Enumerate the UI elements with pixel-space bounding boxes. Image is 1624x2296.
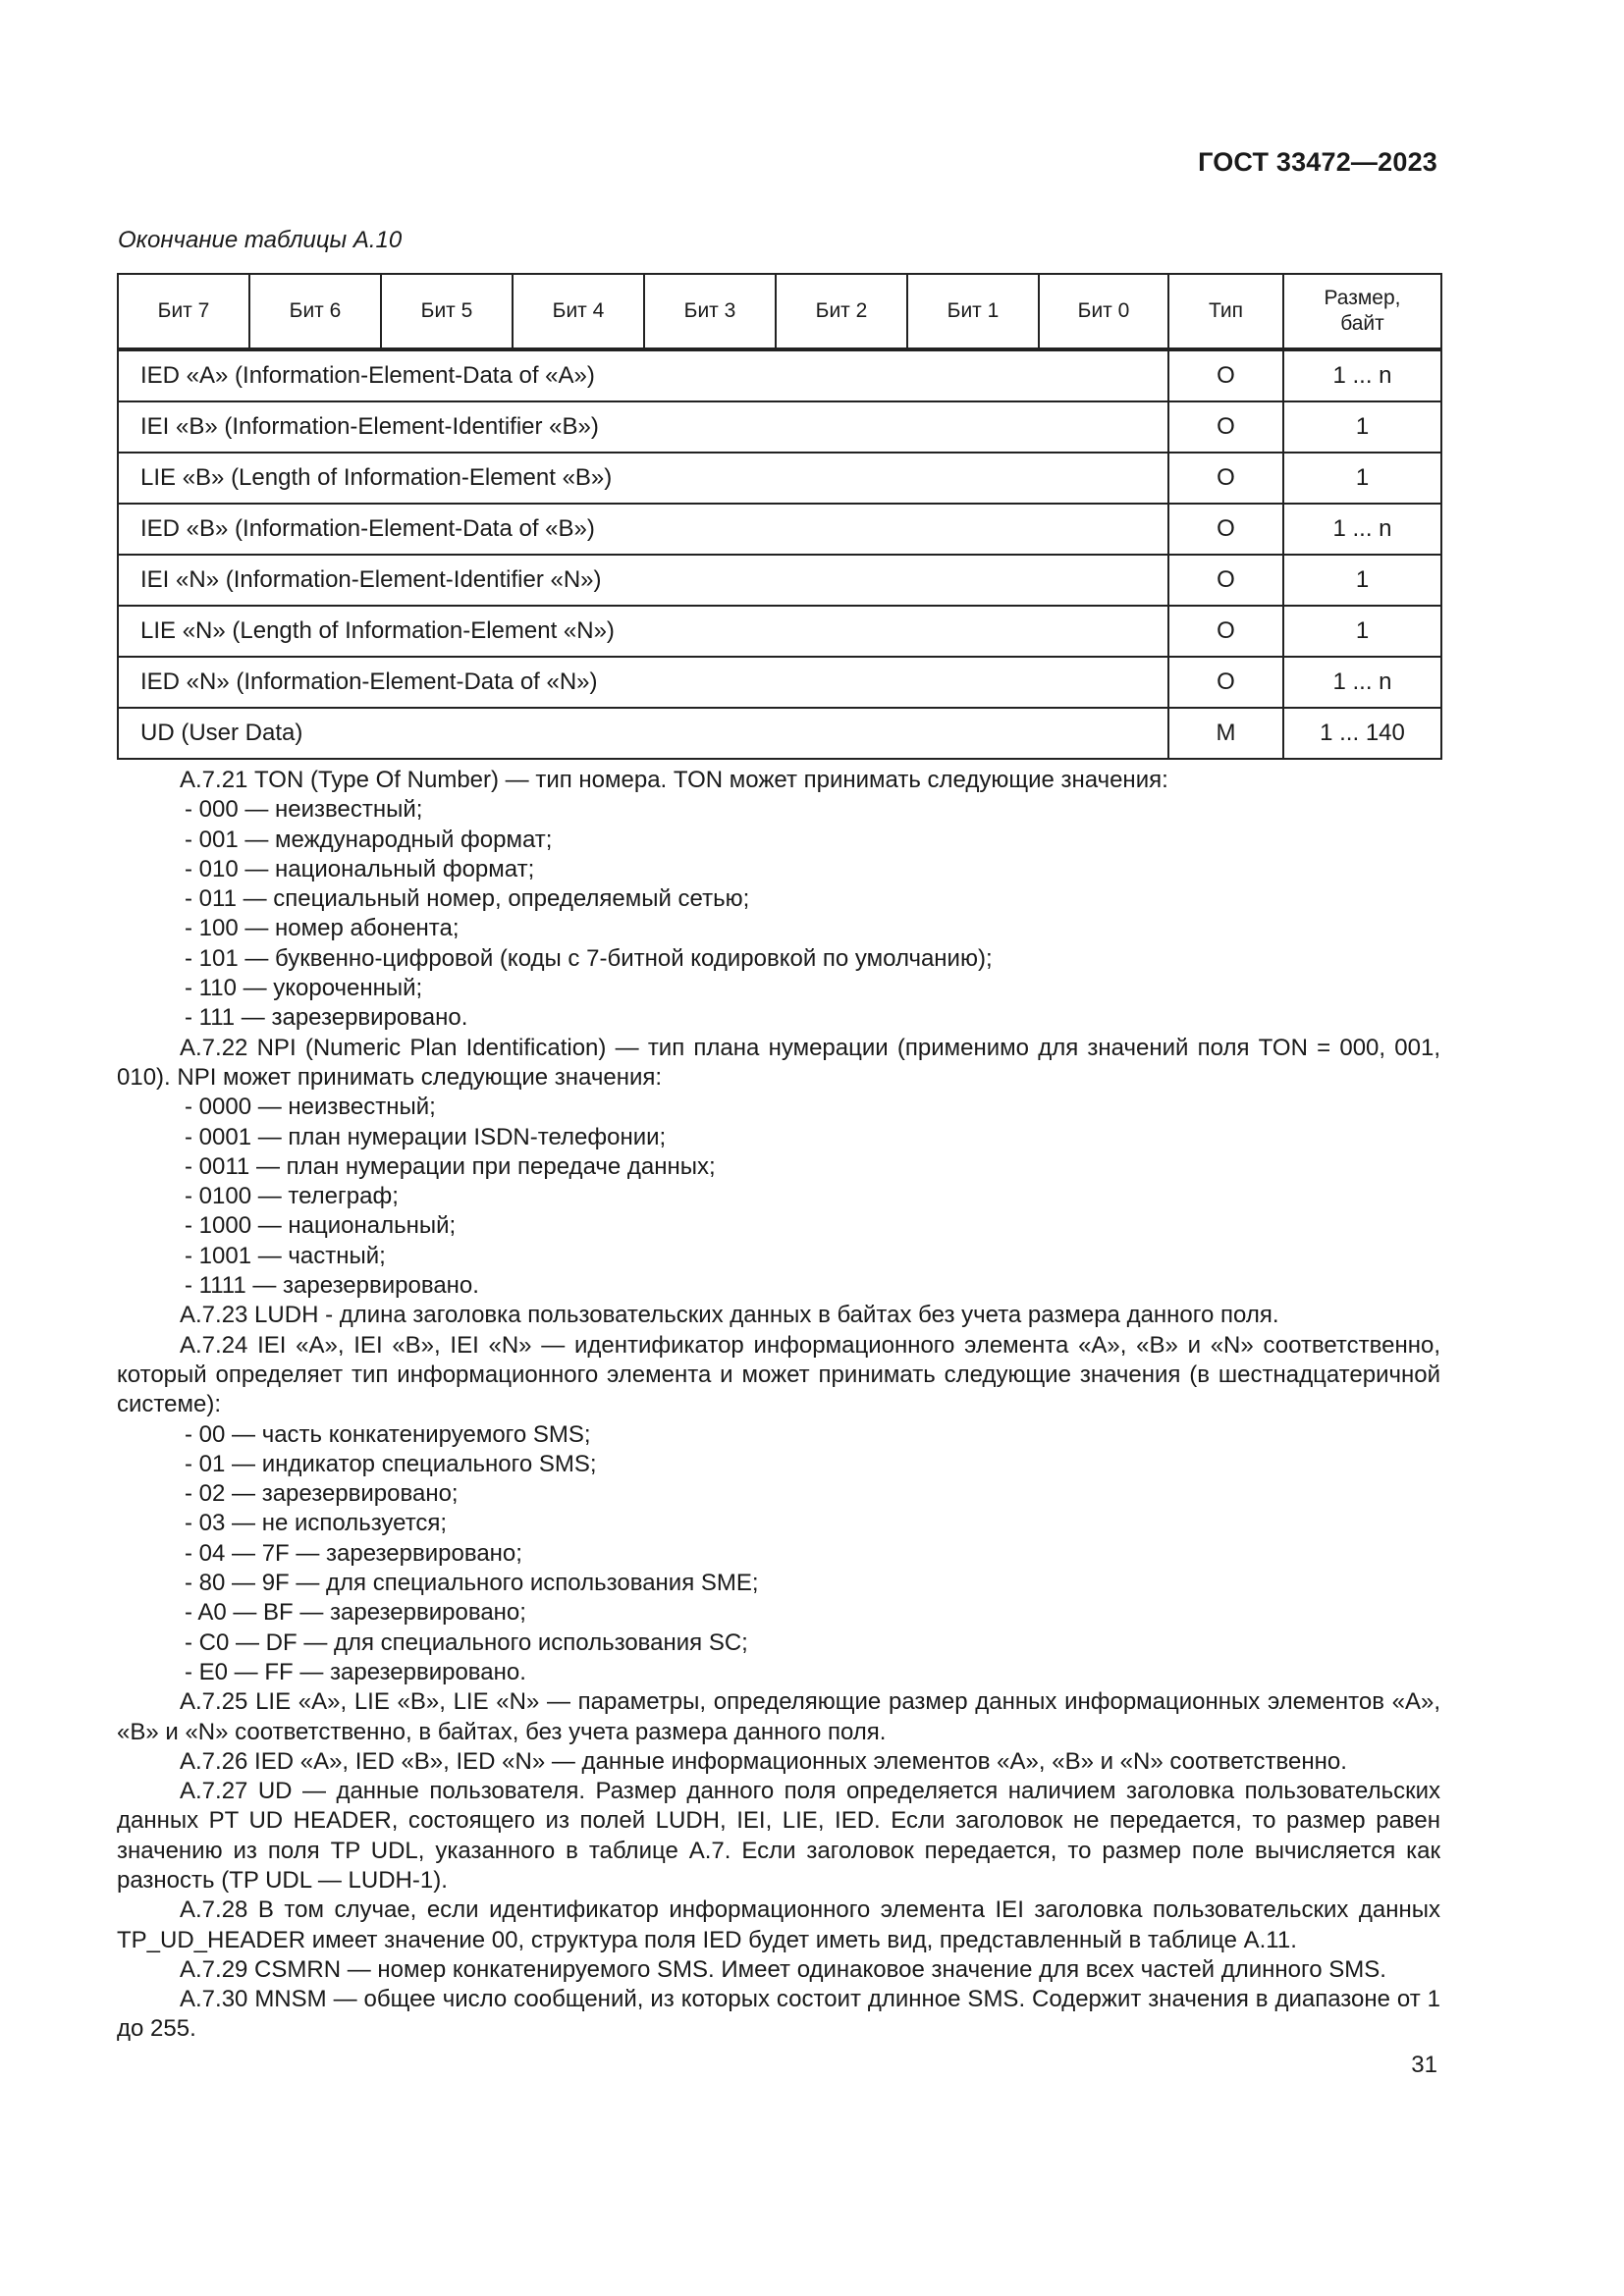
field-type: O <box>1168 606 1283 657</box>
table-row <box>118 708 1441 759</box>
list-item: - 02 — зарезервировано; <box>185 1480 459 1508</box>
list-item: - 1000 — национальный; <box>185 1212 457 1240</box>
column-header: Бит 5 <box>381 274 513 349</box>
table-row <box>118 349 1441 401</box>
table-row <box>118 401 1441 453</box>
paragraph-a7-25: А.7.25 LIE «A», LIE «B», LIE «N» — параметры, определяющие размер данных информационных элементов «A», «B» и «N» соответственно, в байтах, без учета размера данного поля. <box>117 1688 1440 1745</box>
field-description: IED «N» (Information-Element-Data of «N») <box>118 657 1168 708</box>
field-size: 1 ... 140 <box>1283 708 1441 759</box>
list-item: - E0 — FF — зарезервировано. <box>185 1658 526 1685</box>
document-body <box>117 766 1440 2045</box>
field-type: O <box>1168 555 1283 606</box>
field-type: O <box>1168 504 1283 555</box>
column-header: Бит 1 <box>907 274 1039 349</box>
table-caption: Окончание таблицы А.10 <box>118 227 403 253</box>
table-row <box>118 657 1441 708</box>
list-item: - C0 — DF — для специального использования SC; <box>185 1629 748 1656</box>
list-item: - 011 — специальный номер, определяемый сетью; <box>185 885 750 913</box>
column-header: Бит 0 <box>1039 274 1168 349</box>
field-size: 1 ... n <box>1283 349 1441 401</box>
page-number: 31 <box>1411 2052 1437 2078</box>
list-item: - 0001 — план нумерации ISDN-телефонии; <box>185 1123 667 1150</box>
list-item: - 0011 — план нумерации при передаче данных; <box>185 1152 716 1180</box>
field-description: LIE «N» (Length of Information-Element «N») <box>118 606 1168 657</box>
column-header: Бит 2 <box>776 274 907 349</box>
list-item: - 01 — индикатор специального SMS; <box>185 1450 597 1477</box>
list-item: - 80 — 9F — для специального использования SME; <box>185 1570 759 1597</box>
list-item: - 00 — часть конкатенируемого SMS; <box>185 1420 591 1448</box>
list-item: - 03 — не используется; <box>185 1510 448 1537</box>
column-header: Бит 4 <box>513 274 644 349</box>
list-item: - 0100 — телеграф; <box>185 1183 399 1210</box>
column-header: Бит 6 <box>249 274 381 349</box>
field-type: O <box>1168 453 1283 504</box>
field-size: 1 ... n <box>1283 504 1441 555</box>
paragraph-a7-22: А.7.22 NPI (Numeric Plan Identification) — тип плана нумерации (применимо для значений поля TON = 000, 001, 010). NPI может принимать следующие значения: <box>117 1034 1440 1091</box>
list-item: - 010 — национальный формат; <box>185 855 535 882</box>
field-type: O <box>1168 401 1283 453</box>
field-type: M <box>1168 708 1283 759</box>
paragraph-a7-30: А.7.30 MNSM — общее число сообщений, из которых состоит длинное SMS. Содержит значения в диапазоне от 1 до 255. <box>117 1986 1440 2043</box>
column-header: Размер, байт <box>1283 274 1441 349</box>
column-header: Бит 3 <box>644 274 776 349</box>
list-item: - 1001 — частный; <box>185 1242 386 1269</box>
list-item: - A0 — BF — зарезервировано; <box>185 1599 526 1627</box>
field-type: O <box>1168 349 1283 401</box>
field-size: 1 <box>1283 453 1441 504</box>
list-item: - 1111 — зарезервировано. <box>185 1272 479 1300</box>
paragraph-a7-23: А.7.23 LUDH - длина заголовка пользовательских данных в байтах без учета размера данного поля. <box>180 1302 1279 1329</box>
list-item: - 000 — неизвестный; <box>185 796 423 824</box>
paragraph-a7-29: А.7.29 CSMRN — номер конкатенируемого SMS. Имеет одинаковое значение для всех частей длинного SMS. <box>180 1955 1386 1983</box>
paragraph-a7-21: А.7.21 TON (Type Of Number) — тип номера. TON может принимать следующие значения: <box>180 767 1168 793</box>
table-row <box>118 504 1441 555</box>
field-size: 1 <box>1283 401 1441 453</box>
column-header: Тип <box>1168 274 1283 349</box>
field-description: IEI «B» (Information-Element-Identifier «B») <box>118 401 1168 453</box>
field-size: 1 ... n <box>1283 657 1441 708</box>
paragraph-a7-26: А.7.26 IED «A», IED «B», IED «N» — данные информационных элементов «A», «B» и «N» соответственно. <box>180 1747 1347 1775</box>
table-row <box>118 606 1441 657</box>
field-description: UD (User Data) <box>118 708 1168 759</box>
paragraph-a7-27: А.7.27 UD — данные пользователя. Размер данного поля определяется наличием заголовка пользовательских данных PT UD HEADER, состоящего из полей LUDH, IEI, LIE, IED. Если заголовок не передается, то размер равен значению из поля TP UDL, указанного в таблице А.7. Если заголовок передается, то размер поле вычисляется как разность (TP UDL — LUDH-1). <box>117 1778 1440 1894</box>
column-header: Бит 7 <box>118 274 249 349</box>
field-description: LIE «B» (Length of Information-Element «B») <box>118 453 1168 504</box>
table-row <box>118 453 1441 504</box>
list-item: - 04 — 7F — зарезервировано; <box>185 1539 522 1567</box>
list-item: - 111 — зарезервировано. <box>185 1004 468 1032</box>
field-description: IEI «N» (Information-Element-Identifier «N») <box>118 555 1168 606</box>
document-code: ГОСТ 33472—2023 <box>1198 147 1437 177</box>
list-item: - 001 — международный формат; <box>185 826 553 853</box>
field-description: IED «A» (Information-Element-Data of «A») <box>118 349 1168 401</box>
list-item: - 100 — номер абонента; <box>185 915 460 942</box>
field-description: IED «B» (Information-Element-Data of «B») <box>118 504 1168 555</box>
table-row <box>118 555 1441 606</box>
field-size: 1 <box>1283 555 1441 606</box>
field-size: 1 <box>1283 606 1441 657</box>
data-structure-table <box>117 273 1442 760</box>
paragraph-a7-24: А.7.24 IEI «A», IEI «B», IEI «N» — идентификатор информационного элемента «A», «B» и «N» соответственно, который определяет тип информационного элемента и может принимать следующие значения (в шестнадцатеричной системе): <box>117 1331 1440 1418</box>
table-header-row <box>118 274 1441 349</box>
field-type: O <box>1168 657 1283 708</box>
list-item: - 101 — буквенно-цифровой (коды с 7-битной кодировкой по умолчанию); <box>185 944 993 972</box>
paragraph-a7-28: А.7.28 В том случае, если идентификатор информационного элемента IEI заголовка пользовательских данных TP_UD_HEADER имеет значение 00, структура поля IED будет иметь вид, представленный в таблице А.11. <box>117 1896 1440 1953</box>
list-item: - 110 — укороченный; <box>185 975 423 1002</box>
list-item: - 0000 — неизвестный; <box>185 1094 436 1121</box>
